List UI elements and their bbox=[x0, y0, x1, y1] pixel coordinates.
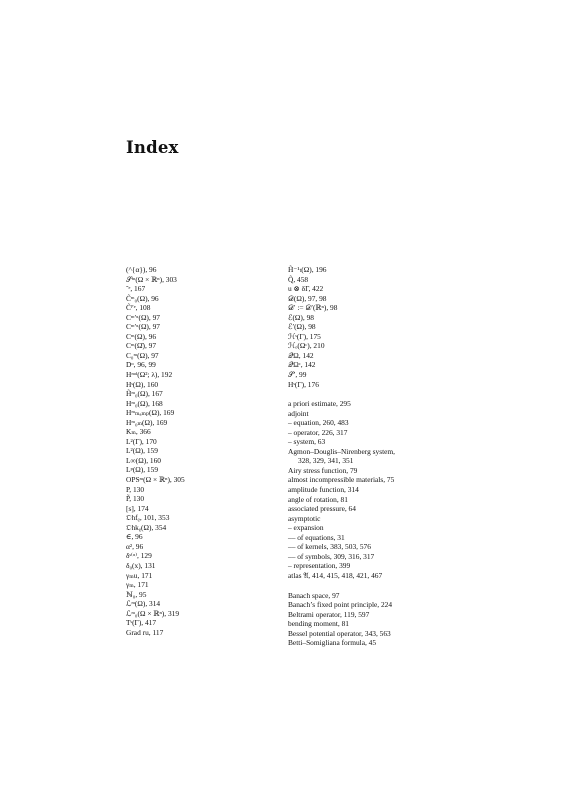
index-entry: Banach space, 97 bbox=[288, 590, 340, 600]
index-entry: Dᵅ, 96, 99 bbox=[126, 360, 156, 370]
index-entry: asymptotic bbox=[288, 513, 321, 523]
index-entry: – expansion bbox=[288, 523, 324, 533]
index-entry: Cᵐ(Ω̄), 97 bbox=[126, 341, 157, 351]
index-entry: P, 130 bbox=[126, 484, 145, 494]
page-title: Index bbox=[126, 138, 179, 157]
index-entry: Kₘ, 366 bbox=[126, 427, 151, 437]
index-entry: C̃ᵐ₀(Ω), 96 bbox=[126, 293, 159, 303]
index-entry: Cᵐ(Ω), 96 bbox=[126, 331, 157, 341]
index-entry: almost incompressible materials, 75 bbox=[288, 475, 395, 485]
index-entry-continuation: 328, 329, 341, 351 bbox=[298, 456, 354, 466]
index-entry: C̃ˡ′ᵉ, 108 bbox=[126, 303, 151, 313]
index-entry: δˢ⁽ᵅ⁾, 129 bbox=[126, 551, 152, 561]
index-entry: [s], 174 bbox=[126, 503, 149, 513]
index-entry: ∈, 96 bbox=[126, 532, 143, 542]
index-entry: Hˢ(Ω), 160 bbox=[126, 379, 159, 389]
index-entry: ℒᵐ₀(Ω × ℝⁿ), 319 bbox=[126, 608, 180, 618]
index-entry: – equation, 260, 483 bbox=[288, 418, 349, 428]
index-entry: –– of equations, 31 bbox=[288, 532, 345, 542]
index-entry: Bessel potential operator, 343, 563 bbox=[288, 628, 391, 638]
index-entry: 𝒬Ωᶜ, 142 bbox=[288, 360, 316, 370]
index-entry: –– of kernels, 383, 503, 576 bbox=[288, 542, 371, 552]
index-entry: C₀ᵐ(Ω), 97 bbox=[126, 350, 159, 360]
index-entry: γₘ, 171 bbox=[126, 580, 149, 590]
index-entry: Q̃, 458 bbox=[288, 274, 309, 284]
index-entry: 𝔒hkᵨ(Ω), 354 bbox=[126, 522, 167, 532]
index-entry: 𝒟(Ω), 97, 98 bbox=[288, 293, 327, 303]
index-section-gap bbox=[288, 581, 458, 591]
index-entry: α², 96 bbox=[126, 541, 144, 551]
index-entry: L²(Ω), 159 bbox=[126, 446, 158, 456]
index-entry: –– of symbols, 309, 316, 317 bbox=[288, 551, 375, 561]
index-entry: adjoint bbox=[288, 408, 309, 418]
index-entry: Betti–Somigliana formula, 45 bbox=[288, 638, 377, 648]
index-entry: bending moment, 81 bbox=[288, 619, 349, 629]
index-column-terms bbox=[288, 265, 458, 648]
index-entry: 𝒮ᵐ(Ω × ℝⁿ), 303 bbox=[126, 274, 177, 284]
index-entry: 𝒟′ := 𝒟′(ℝⁿ), 98 bbox=[288, 303, 338, 313]
index-entry: Grad ru, 117 bbox=[126, 627, 164, 637]
index-entry: L²(Γ), 170 bbox=[126, 436, 157, 446]
index-entry: – representation, 399 bbox=[288, 561, 351, 571]
index-entry: δ₀(x), 131 bbox=[126, 560, 156, 570]
index-entry: (^{α}), 96 bbox=[126, 265, 157, 274]
index-entry: ℕ₀, 95 bbox=[126, 589, 147, 599]
index-entry: associated pressure, 64 bbox=[288, 504, 356, 514]
index-entry: ℰ(Ω), 98 bbox=[288, 312, 314, 322]
index-column-symbols bbox=[126, 265, 276, 637]
index-entry: 𝔒hfᵨ, 101, 353 bbox=[126, 513, 170, 523]
index-entry: amplitude function, 314 bbox=[288, 485, 359, 495]
index-entry: ℋˢ(Γ), 175 bbox=[288, 331, 321, 341]
index-entry: ˜ᵉ, 167 bbox=[126, 284, 146, 294]
index-entry: – operator, 226, 317 bbox=[288, 427, 348, 437]
index-entry: u ⊗ δΓ, 422 bbox=[288, 284, 324, 294]
index-entry: Hᵐᵈ(Ω²; λ), 192 bbox=[126, 370, 173, 380]
index-entry: 𝒮′, 99 bbox=[288, 370, 307, 380]
index-entry: Cᵐ′ᵅ(Ω), 97 bbox=[126, 322, 160, 332]
index-entry: Lᵖ(Ω), 159 bbox=[126, 465, 159, 475]
index-entry: H̃ᵐ₀(Ω), 167 bbox=[126, 389, 163, 399]
index-entry: Tˢ(Γ), 417 bbox=[126, 618, 157, 628]
index-entry: Airy stress function, 79 bbox=[288, 465, 358, 475]
index-entry: 𝒬Ω, 142 bbox=[288, 350, 314, 360]
index-entry: Hˢ(Γ), 176 bbox=[288, 379, 319, 389]
index-entry: angle of rotation, 81 bbox=[288, 494, 348, 504]
index-entry: ℰ′(Ω), 98 bbox=[288, 322, 316, 332]
index-entry: ℋₒ(Ωᶜ), 210 bbox=[288, 341, 325, 351]
index-entry: Hᵐ₀(Ω), 168 bbox=[126, 398, 163, 408]
index-entry: Banach’s fixed point principle, 224 bbox=[288, 600, 393, 610]
index-entry: P̃, 130 bbox=[126, 494, 145, 504]
index-entry: Hᵐₘₐₘₚ(Ω), 169 bbox=[126, 408, 175, 418]
index-entry: a priori estimate, 295 bbox=[288, 399, 351, 409]
index-entry: Cᵐ′ᵅ(Ω), 97 bbox=[126, 312, 160, 322]
index-entry: OPSᵐ(Ω × ℝⁿ), 305 bbox=[126, 475, 185, 485]
index-entry: H̃⁻¹ₜ(Ω), 196 bbox=[288, 265, 327, 274]
index-entry: – system, 63 bbox=[288, 437, 326, 447]
index-entry: Agmon–Douglis–Nirenberg system, bbox=[288, 446, 396, 456]
index-entry: ℒᵐ(Ω), 314 bbox=[126, 599, 161, 609]
index-section-gap bbox=[288, 389, 458, 399]
index-entry: L∞(Ω), 160 bbox=[126, 455, 161, 465]
index-entry: γₘu, 171 bbox=[126, 570, 153, 580]
index-entry: Hᵐ₀ₘ(Ω), 169 bbox=[126, 417, 168, 427]
index-entry: Beltrami operator, 119, 597 bbox=[288, 609, 370, 619]
index-entry: atlas 𝔄, 414, 415, 418, 421, 467 bbox=[288, 570, 383, 580]
